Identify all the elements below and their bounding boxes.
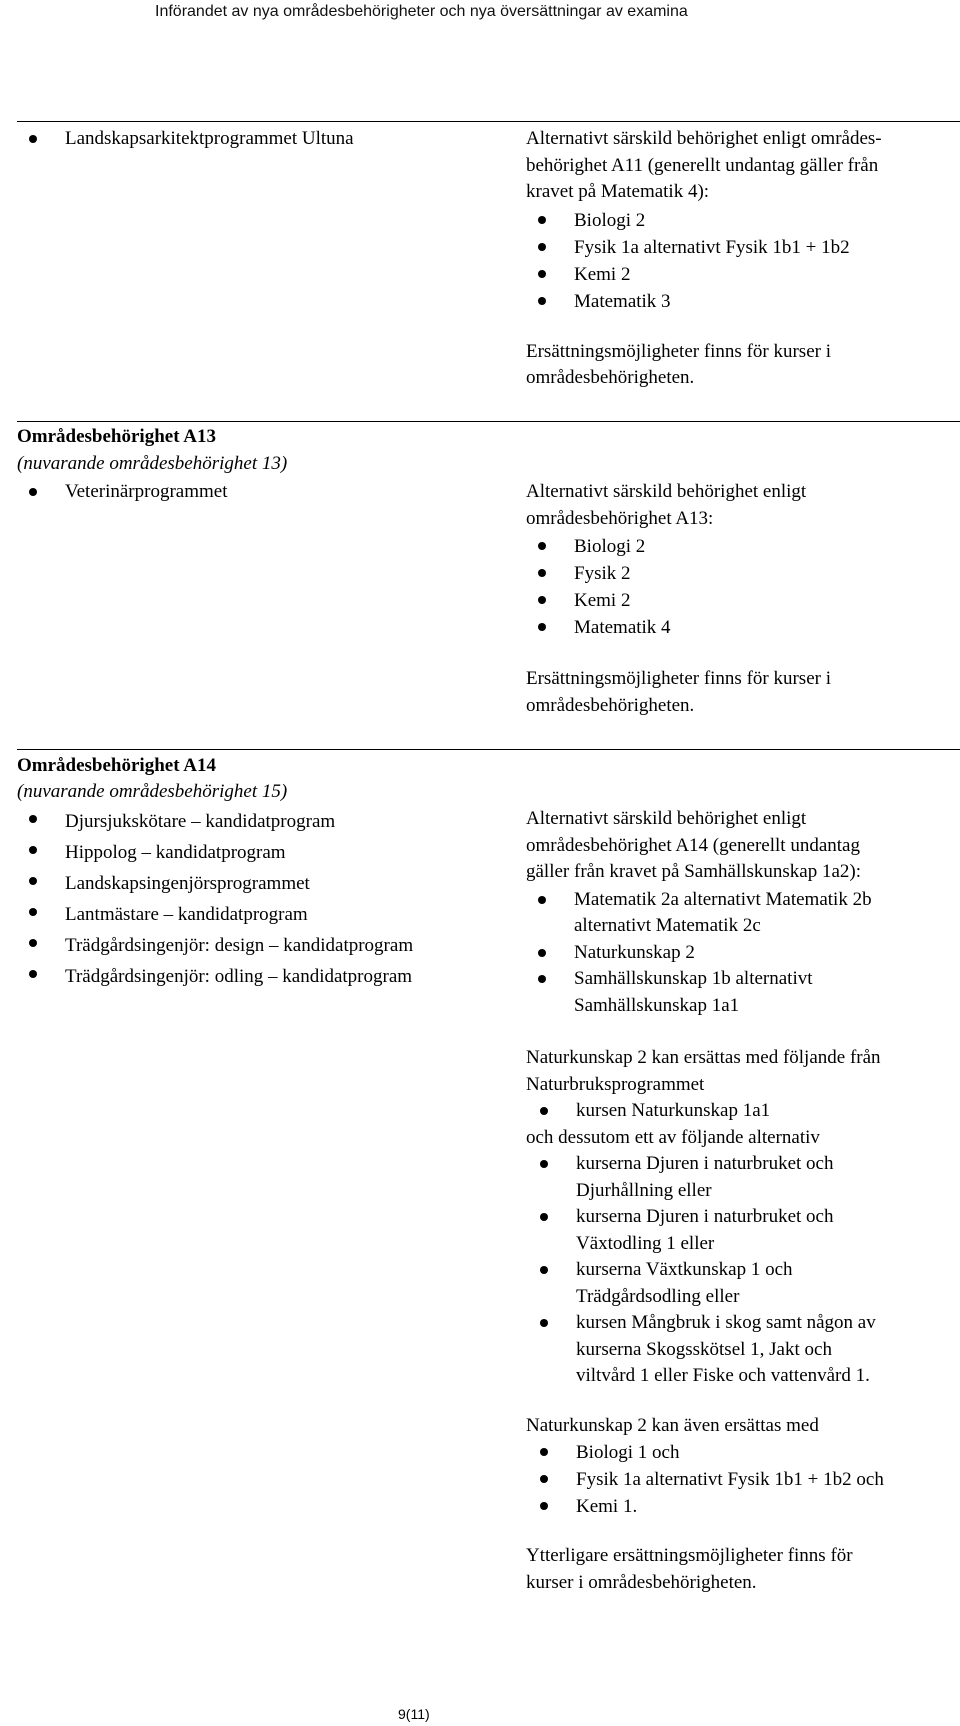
substitution-line: Trädgårdsodling eller	[576, 1285, 740, 1307]
a13-program-list	[17, 479, 507, 506]
course-item: Kemi 2	[526, 261, 956, 288]
requirement-line: Alternativt särskild behörighet enligt	[526, 808, 807, 829]
substitution-item	[528, 1257, 956, 1310]
page-number: 9(11)	[398, 1706, 430, 1722]
course-item	[526, 966, 956, 1019]
course-line: Samhällskunskap 1a1	[574, 994, 740, 1016]
requirement-line: kravet på Matematik 4):	[526, 181, 710, 202]
substitution-and-line: och dessutom ett av följande alternativ	[526, 1126, 820, 1148]
requirement-line: Alternativt särskild behörighet enligt	[526, 481, 807, 502]
program-item: Veterinärprogrammet	[17, 479, 507, 506]
a13-subheading: (nuvarande områdesbehörighet 13)	[17, 453, 288, 474]
course-item: Fysik 1a alternativt Fysik 1b1 + 1b2	[526, 234, 956, 261]
table-rule-top	[17, 121, 960, 122]
course-line: Samhällskunskap 1b alternativt	[574, 968, 813, 989]
program-item: Trädgårdsingenjör: odling – kandidatprogram	[17, 961, 517, 992]
a13-requirement	[526, 479, 956, 719]
program-item: Djursjukskötare – kandidatprogram	[17, 806, 517, 837]
a14-heading: Områdesbehörighet A14	[17, 755, 216, 776]
course-item: Biologi 2	[526, 533, 956, 560]
requirement-line: områdesbehörighet A14 (generellt undantag	[526, 834, 860, 856]
note-line: områdesbehörigheten.	[526, 694, 695, 716]
substitution-line: kurserna Skogsskötsel 1, Jakt och	[576, 1338, 832, 1360]
course-item: Matematik 3	[526, 288, 956, 315]
substitution-line: Växtodling 1 eller	[576, 1232, 715, 1254]
requirement-line: Alternativt särskild behörighet enligt områdes-	[526, 128, 882, 149]
requirement-line: behörighet A11 (generellt undantag gäller från	[526, 154, 879, 176]
substitution-item: kursen Naturkunskap 1a1	[528, 1098, 956, 1125]
requirement-line: gäller från kravet på Samhällskunskap 1a2):	[526, 861, 862, 882]
course-item: Matematik 4	[526, 614, 956, 641]
program-item: Landskapsingenjörsprogrammet	[17, 868, 517, 899]
course-line: alternativt Matematik 2c	[574, 915, 761, 936]
row1-requirement	[526, 126, 956, 392]
substitution-line: viltvård 1 eller Fiske och vattenvård 1.	[576, 1365, 870, 1386]
course-item: Biologi 2	[526, 207, 956, 234]
a13-course-list	[526, 533, 956, 641]
row1-course-list	[526, 207, 956, 315]
note-line: områdesbehörigheten.	[526, 367, 695, 388]
substitution-line: kursen Mångbruk i skog samt någon av	[576, 1312, 876, 1333]
final-note-line: Ytterligare ersättningsmöjligheter finns för	[526, 1545, 853, 1566]
substitution-main-list	[526, 1098, 956, 1125]
substitution-intro-line: Naturkunskap 2 kan ersättas med följande från	[526, 1047, 881, 1068]
course-item	[526, 940, 956, 967]
substitution-item	[528, 1151, 956, 1204]
program-item: Hippolog – kandidatprogram	[17, 837, 517, 868]
table-rule	[17, 421, 960, 422]
substitution-line: kurserna Växtkunskap 1 och	[576, 1259, 793, 1280]
substitution-line: kurserna Djuren i naturbruket och	[576, 1206, 834, 1227]
program-item: Trädgårdsingenjör: design – kandidatprogram	[17, 930, 517, 961]
course-line: Naturkunskap 2	[574, 941, 695, 963]
substitution-intro-line: Naturbruksprogrammet	[526, 1073, 705, 1095]
also-course-item: Biologi 1 och	[528, 1439, 956, 1466]
course-item	[526, 887, 956, 940]
note-line: Ersättningsmöjligheter finns för kurser i	[526, 668, 831, 689]
substitution-line: Djurhållning eller	[576, 1179, 712, 1201]
table-rule	[17, 749, 960, 750]
substitution-item	[528, 1204, 956, 1257]
also-course-item: Kemi 1.	[528, 1493, 956, 1520]
note-line: Ersättningsmöjligheter finns för kurser i	[526, 340, 831, 362]
program-item: Landskapsarkitektprogrammet Ultuna	[17, 126, 507, 153]
document-header: Införandet av nya områdesbehörigheter och nya översättningar av examina	[155, 3, 688, 20]
final-note-line: kurser i områdesbehörigheten.	[526, 1571, 757, 1593]
a14-subheading: (nuvarande områdesbehörighet 15)	[17, 781, 288, 802]
a13-heading: Områdesbehörighet A13	[17, 426, 216, 447]
a14-program-list	[17, 806, 517, 992]
a14-course-list	[526, 887, 956, 1020]
also-intro-line: Naturkunskap 2 kan även ersättas med	[526, 1414, 819, 1436]
a14-requirement	[526, 806, 956, 1596]
course-line: Matematik 2a alternativt Matematik 2b	[574, 888, 872, 910]
substitution-item	[528, 1310, 956, 1390]
substitution-line: kurserna Djuren i naturbruket och	[576, 1153, 834, 1174]
course-item: Kemi 2	[526, 587, 956, 614]
also-course-list	[526, 1439, 956, 1520]
also-course-item: Fysik 1a alternativt Fysik 1b1 + 1b2 och	[528, 1466, 956, 1493]
row1-program-list	[17, 126, 507, 153]
substitution-alternatives-list	[526, 1151, 956, 1390]
program-item: Lantmästare – kandidatprogram	[17, 899, 517, 930]
requirement-line: områdesbehörighet A13:	[526, 507, 714, 529]
course-item: Fysik 2	[526, 560, 956, 587]
